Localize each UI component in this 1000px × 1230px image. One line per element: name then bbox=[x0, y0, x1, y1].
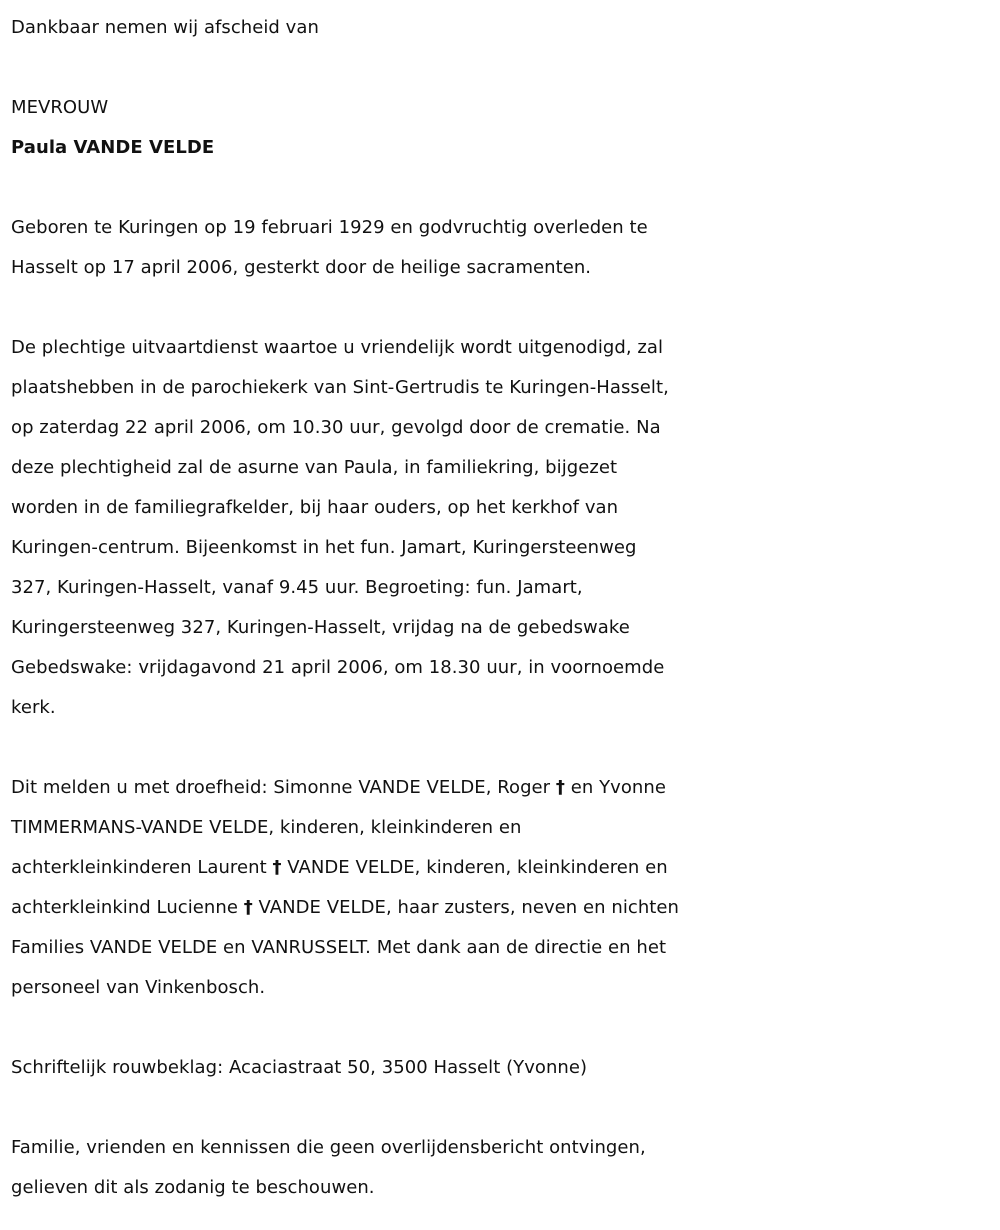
service-paragraph bbox=[11, 328, 996, 728]
service-line: 327, Kuringen-Hasselt, vanaf 9.45 uur. Begroeting: fun. Jamart, bbox=[11, 577, 583, 598]
deceased-name: Paula VANDE VELDE bbox=[11, 137, 215, 158]
service-line: plaatshebben in de parochiekerk van Sint-Gertrudis te Kuringen-Hasselt, bbox=[11, 377, 669, 398]
family-text: achterkleinkinderen Laurent bbox=[11, 857, 273, 878]
family-line: TIMMERMANS-VANDE VELDE, kinderen, kleinkinderen en bbox=[11, 817, 522, 838]
birth-paragraph bbox=[11, 208, 996, 288]
closing-line: Familie, vrienden en kennissen die geen overlijdensbericht ontvingen, bbox=[11, 1137, 646, 1158]
birth-line: Geboren te Kuringen op 19 februari 1929 en godvruchtig overleden te bbox=[11, 217, 648, 238]
family-line: personeel van Vinkenbosch. bbox=[11, 977, 266, 998]
service-line: Gebedswake: vrijdagavond 21 april 2006, om 18.30 uur, in voornoemde bbox=[11, 657, 665, 678]
family-text: achterkleinkind Lucienne bbox=[11, 897, 244, 918]
service-line: op zaterdag 22 april 2006, om 10.30 uur, gevolgd door de crematie. Na bbox=[11, 417, 661, 438]
family-text: VANDE VELDE, haar zusters, neven en nichten bbox=[252, 897, 679, 918]
cross-icon: † bbox=[555, 777, 565, 798]
service-line: deze plechtigheid zal de asurne van Paula, in familiekring, bijgezet bbox=[11, 457, 618, 478]
birth-line: Hasselt op 17 april 2006, gesterkt door de heilige sacramenten. bbox=[11, 257, 592, 278]
spacer bbox=[11, 728, 996, 768]
cross-icon: † bbox=[272, 857, 282, 878]
family-line bbox=[11, 768, 996, 808]
family-line bbox=[11, 888, 996, 928]
service-line: De plechtige uitvaartdienst waartoe u vriendelijk wordt uitgenodigd, zal bbox=[11, 337, 664, 358]
spacer bbox=[11, 168, 996, 208]
spacer bbox=[11, 48, 996, 88]
cross-icon: † bbox=[243, 897, 253, 918]
family-text: Dit melden u met droefheid: Simonne VANDE VELDE, Roger bbox=[11, 777, 556, 798]
condolence-address: Schriftelijk rouwbeklag: Acaciastraat 50, 3500 Hasselt (Yvonne) bbox=[11, 1057, 588, 1078]
family-text: en Yvonne bbox=[564, 777, 666, 798]
closing-line: gelieven dit als zodanig te beschouwen. bbox=[11, 1177, 375, 1198]
closing-paragraph bbox=[11, 1128, 996, 1208]
title-line: MEVROUW bbox=[11, 97, 109, 118]
service-line: worden in de familiegrafkelder, bij haar ouders, op het kerkhof van bbox=[11, 497, 619, 518]
spacer bbox=[11, 288, 996, 328]
service-line: kerk. bbox=[11, 697, 56, 718]
spacer bbox=[11, 1008, 996, 1048]
service-line: Kuringen-centrum. Bijeenkomst in het fun. Jamart, Kuringersteenweg bbox=[11, 537, 637, 558]
spacer bbox=[11, 1088, 996, 1128]
family-line bbox=[11, 848, 996, 888]
family-line: Families VANDE VELDE en VANRUSSELT. Met dank aan de directie en het bbox=[11, 937, 667, 958]
service-line: Kuringersteenweg 327, Kuringen-Hasselt, vrijdag na de gebedswake bbox=[11, 617, 630, 638]
family-text: VANDE VELDE, kinderen, kleinkinderen en bbox=[281, 857, 668, 878]
intro-line: Dankbaar nemen wij afscheid van bbox=[11, 17, 319, 38]
obituary-document bbox=[11, 8, 996, 1208]
family-paragraph bbox=[11, 768, 996, 1008]
